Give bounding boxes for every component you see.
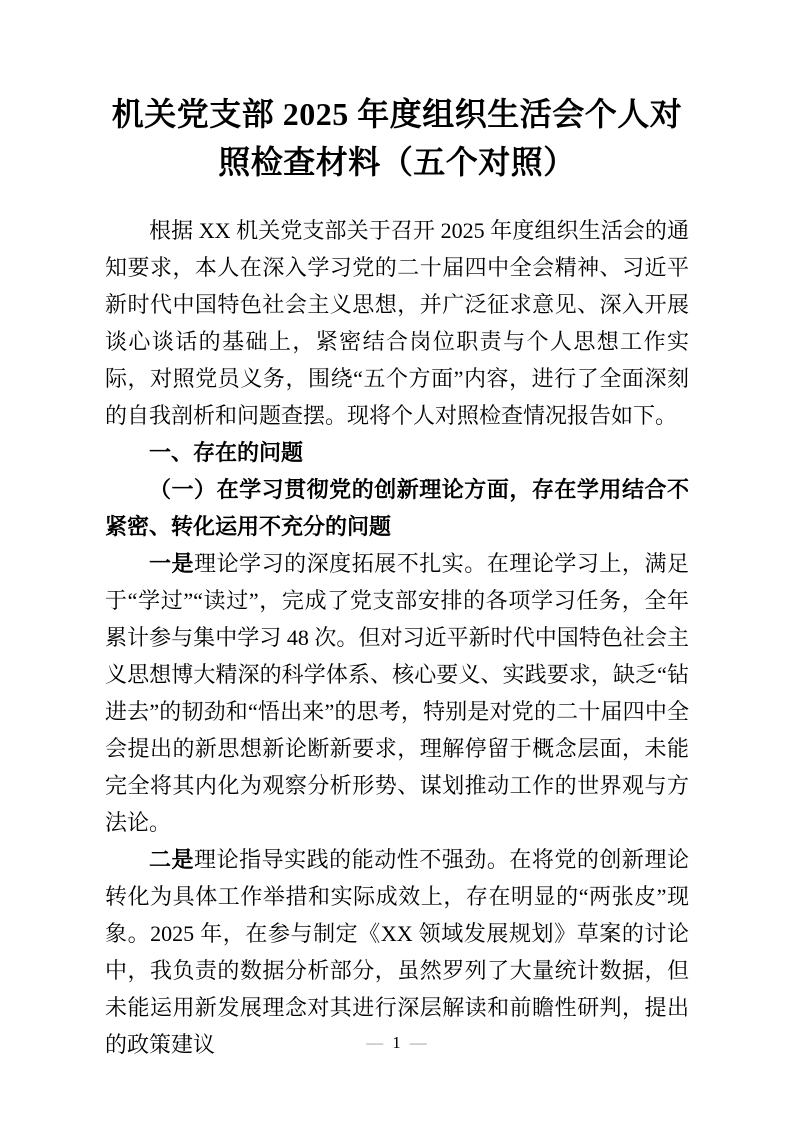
point-2-text: 理论指导实践的能动性不强劲。在将党的创新理论转化为具体工作举措和实际成效上，存在明显的“两张皮”现象。2025 年，在参与制定《XX 领域发展规划》草案的讨论中，我负责的数据分析部分，虽然罗列了大量统计数据，但未能运用新发展理念对其进行深层解读和前瞻性研判，提出的政策建议 bbox=[105, 847, 689, 1057]
point-paragraph-2 bbox=[105, 841, 689, 1063]
document-title: 机关党支部 2025 年度组织生活会个人对照检查材料（五个对照） bbox=[111, 96, 683, 180]
point-paragraph-1 bbox=[105, 545, 689, 841]
page-footer bbox=[0, 1032, 793, 1054]
point-1-lead: 一是 bbox=[149, 551, 195, 576]
footer-dash-left: — bbox=[366, 1033, 384, 1052]
footer-page-number: 1 bbox=[392, 1033, 401, 1052]
section-heading-problems: 一、存在的问题 bbox=[149, 440, 304, 465]
footer-dash-right: — bbox=[409, 1033, 427, 1052]
point-2-lead: 二是 bbox=[149, 847, 195, 872]
point-1-text: 理论学习的深度拓展不扎实。在理论学习上，满足于“学过”“读过”，完成了党支部安排的各项学习任务，全年累计参与集中学习 48 次。但对习近平新时代中国特色社会主义思想博大精深的科学体系、核心要义、实践要求，缺乏“钻进去”的韧劲和“悟出来”的思考，特别是对党的二十届四中全会提出的新思想新论断新要求，理解停留于概念层面，未能完全将其内化为观察分析形势、谋划推动工作的世界观与方法论。 bbox=[105, 551, 689, 835]
subsection-heading-theory-study: （一）在学习贯彻党的创新理论方面，存在学用结合不紧密、转化运用不充分的问题 bbox=[105, 477, 689, 539]
intro-paragraph: 根据 XX 机关党支部关于召开 2025 年度组织生活会的通知要求，本人在深入学习党的二十届四中全会精神、习近平新时代中国特色社会主义思想，并广泛征求意见、深入开展谈心谈话的基础上，紧密结合岗位职责与个人思想工作实际，对照党员义务，围绕“五个方面”内容，进行了全面深刻的自我剖析和问题查摆。现将个人对照检查情况报告如下。 bbox=[105, 218, 689, 428]
